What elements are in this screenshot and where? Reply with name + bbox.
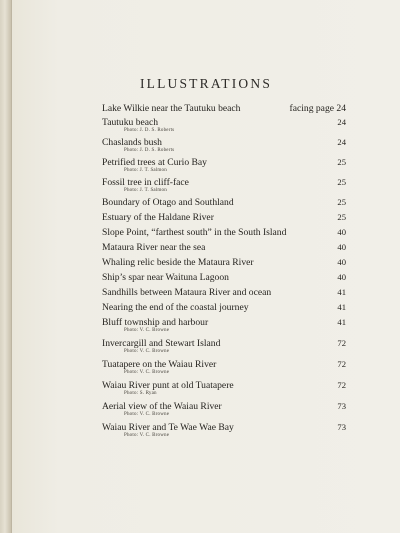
entry-title: Tuatapere on the Waiau River — [102, 359, 217, 370]
photo-credit: Photo: V. C. Browne — [124, 328, 170, 333]
entry-page: 41 — [337, 302, 346, 312]
entry-title: Lake Wilkie near the Tautuku beach — [102, 103, 241, 114]
entry-page: 72 — [337, 338, 346, 348]
list-item — [102, 359, 346, 376]
entry-title: Chaslands bush — [102, 137, 162, 148]
entry-page: 40 — [337, 257, 346, 267]
entry-title: Estuary of the Haldane River — [102, 212, 214, 223]
entry-page: 41 — [337, 287, 346, 297]
entry-row — [102, 177, 346, 188]
list-item — [102, 197, 346, 208]
list-item — [102, 157, 346, 174]
entry-row — [102, 401, 346, 412]
entry-row — [102, 242, 346, 253]
entry-page: 25 — [337, 177, 346, 187]
list-item — [102, 401, 346, 418]
list-item — [102, 272, 346, 283]
entry-row — [102, 380, 346, 391]
entry-title: Waiau River and Te Wae Wae Bay — [102, 422, 234, 433]
entry-title: Fossil tree in cliff-face — [102, 177, 189, 188]
page-title: ILLUSTRATIONS — [139, 76, 273, 91]
list-item — [102, 117, 346, 134]
entry-row — [102, 117, 346, 128]
entry-row — [102, 212, 346, 223]
entry-title: Bluff township and harbour — [102, 317, 209, 328]
list-item — [102, 177, 346, 194]
entry-title: Sandhills between Mataura River and ocean — [102, 287, 272, 298]
entry-title: Waiau River punt at old Tuatapere — [102, 380, 234, 391]
entry-row — [102, 197, 346, 208]
entry-title: Mataura River near the sea — [102, 242, 206, 253]
list-item — [102, 338, 346, 355]
entry-page: 25 — [337, 197, 346, 207]
entry-title: Invercargill and Stewart Island — [102, 338, 221, 349]
entry-page: 40 — [337, 227, 346, 237]
entry-title: Nearing the end of the coastal journey — [102, 302, 249, 313]
entry-row — [102, 287, 346, 298]
entry-page: 24 — [337, 117, 346, 127]
photo-credit: Photo: J. D. S. Roberts — [124, 148, 175, 153]
entry-title: Ship’s spar near Waituna Lagoon — [102, 272, 229, 283]
list-item — [102, 242, 346, 253]
entry-title: Petrified trees at Curio Bay — [102, 157, 207, 168]
entry-row — [102, 317, 346, 328]
entry-row — [102, 103, 346, 114]
entry-row — [102, 302, 346, 313]
entry-page: 40 — [337, 272, 346, 282]
photo-credit: Photo: V. C. Browne — [124, 412, 170, 417]
entry-page: 73 — [337, 401, 346, 411]
entry-row — [102, 338, 346, 349]
entry-page: 41 — [337, 317, 346, 327]
entry-page: 24 — [337, 137, 346, 147]
list-item — [102, 287, 346, 298]
photo-credit: Photo: V. C. Browne — [124, 433, 170, 438]
entry-title: Whaling relic beside the Mataura River — [102, 257, 254, 268]
list-item — [102, 103, 346, 114]
photo-credit: Photo: J. D. S. Roberts — [124, 128, 175, 133]
list-item — [102, 422, 346, 439]
entry-page: 40 — [337, 242, 346, 252]
entry-row — [102, 422, 346, 433]
entry-row — [102, 272, 346, 283]
entry-row — [102, 227, 346, 238]
photo-credit: Photo: S. Ryan — [124, 391, 157, 396]
entry-title: Tautuku beach — [102, 117, 159, 128]
entry-page: 25 — [337, 212, 346, 222]
entry-row — [102, 157, 346, 168]
entry-page: 72 — [337, 380, 346, 390]
entry-page: 72 — [337, 359, 346, 369]
entry-title: Boundary of Otago and Southland — [102, 197, 234, 208]
list-item — [102, 317, 346, 334]
photo-credit: Photo: V. C. Browne — [124, 370, 170, 375]
entry-title: Aerial view of the Waiau River — [102, 401, 222, 412]
photo-credit: Photo: J. T. Salmon — [124, 168, 167, 173]
list-item — [102, 257, 346, 268]
book-spine — [0, 0, 11, 533]
entry-row — [102, 359, 346, 370]
entry-page: 73 — [337, 422, 346, 432]
entry-page: 25 — [337, 157, 346, 167]
book-page — [12, 0, 400, 533]
entry-title: Slope Point, “farthest south” in the South Island — [102, 227, 287, 238]
entry-page: facing page 24 — [289, 103, 346, 114]
list-item — [102, 380, 346, 397]
list-item — [102, 302, 346, 313]
photo-credit: Photo: V. C. Browne — [124, 349, 170, 354]
photo-credit: Photo: J. T. Salmon — [124, 188, 167, 193]
list-item — [102, 137, 346, 154]
entry-row — [102, 257, 346, 268]
list-item — [102, 212, 346, 223]
list-item — [102, 227, 346, 238]
entry-row — [102, 137, 346, 148]
illustrations-list — [102, 99, 346, 439]
